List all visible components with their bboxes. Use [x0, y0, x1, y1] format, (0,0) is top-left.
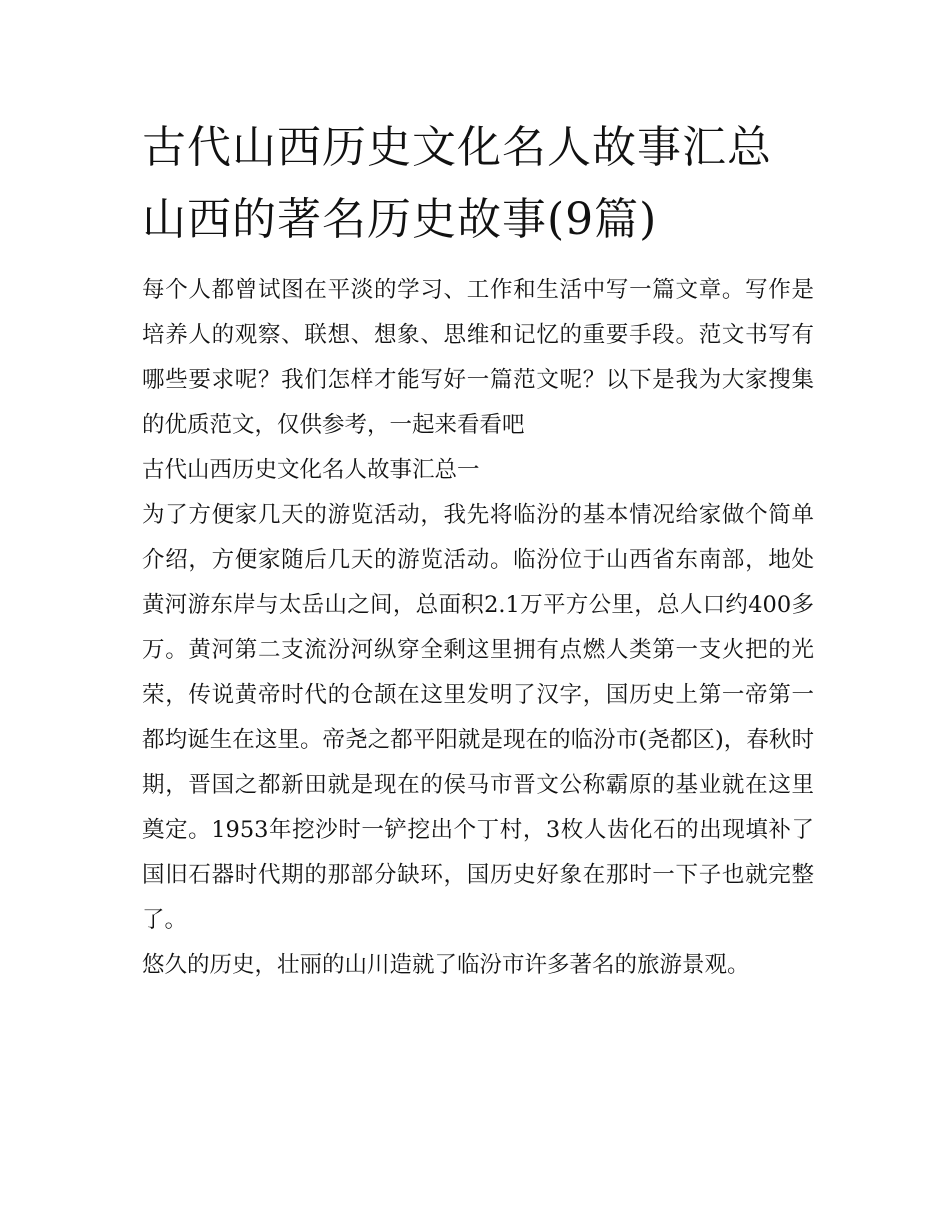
body-paragraph: 为了方便家几天的游览活动，我先将临汾的基本情况给家做个简单介绍，方便家随后几天的游览活动。临汾位于山西省东南部，地处黄河游东岸与太岳山之间，总面积2.1万平方公里，总人口约400多万。黄河第二支流汾河纵穿全剩这里拥有点燃人类第一支火把的光荣，传说黄帝时代的仓颉在这里发明了汉字，国历史上第一帝第一都均诞生在这里。帝尧之都平阳就是现在的临汾市(尧都区)，春秋时期，晋国之都新田就是现在的侯马市晋文公称霸原的基业就在这里奠定。1953年挖沙时一铲挖出个丁村，3枚人齿化石的出现填补了国旧石器时代期的那部分缺环，国历史好象在那时一下子也就完整了。	[142, 502, 814, 933]
document-page	[142, 112, 814, 988]
section-heading: 古代山西历史文化名人故事汇总一	[142, 457, 480, 483]
document-title: 古代山西历史文化名人故事汇总 山西的著名历史故事(9篇)	[142, 122, 772, 245]
intro-paragraph: 每个人都曾试图在平淡的学习、工作和生活中写一篇文章。写作是培养人的观察、联想、想象、思维和记忆的重要手段。范文书写有哪些要求呢？我们怎样才能写好一篇范文呢？以下是我为大家搜集的优质范文，仅供参考，一起来看看吧	[142, 277, 814, 438]
closing-paragraph: 悠久的历史，壮丽的山川造就了临汾市许多著名的旅游景观。	[142, 952, 750, 978]
